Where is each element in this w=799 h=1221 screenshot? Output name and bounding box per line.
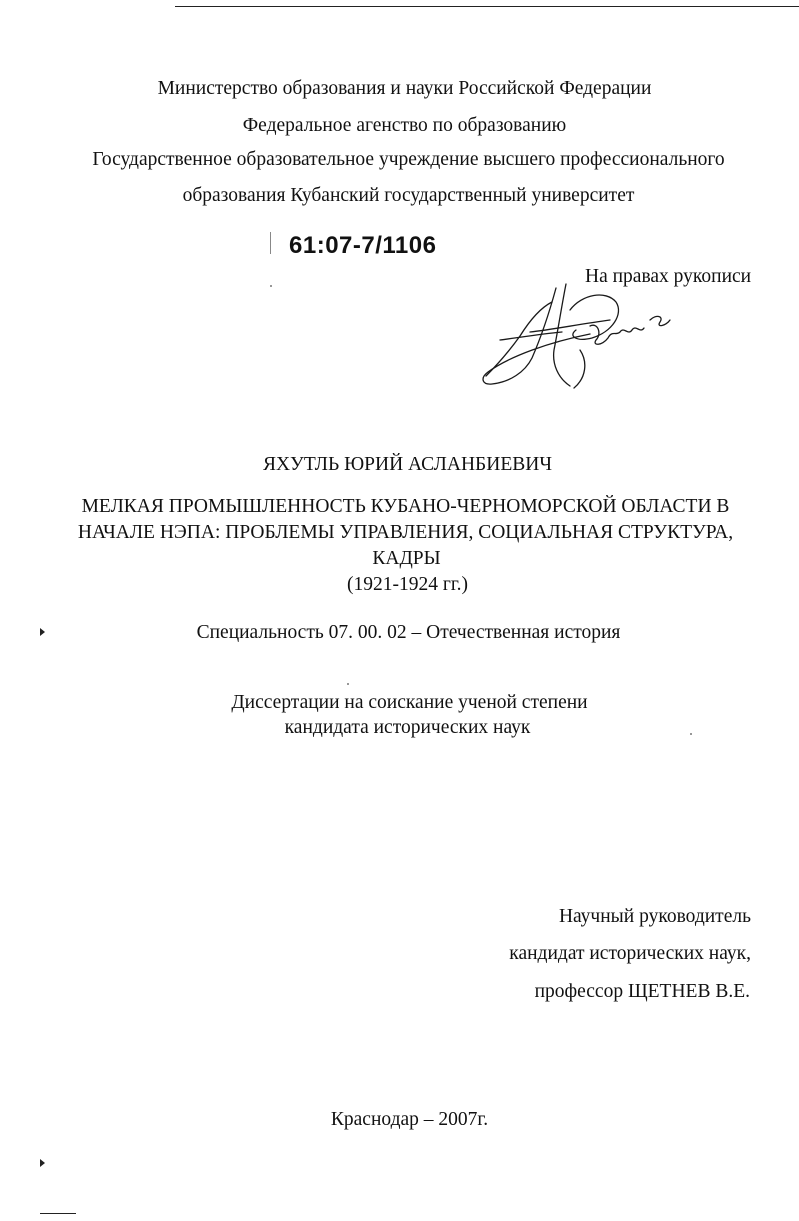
place-year: Краснодар – 2007г. [330, 1109, 489, 1130]
supervisor-degree: кандидат исторических наук, [509, 943, 751, 964]
agency-line: Федеральное агенство по образованию [242, 115, 567, 136]
bottom-border-rule [40, 1213, 76, 1214]
title-years: (1921-1924 гг.) [346, 574, 469, 595]
scan-speck [270, 285, 272, 287]
author-name: ЯХУТЛЬ ЮРИЙ АСЛАНБИЕВИЧ [262, 454, 553, 475]
scan-speck [690, 733, 692, 735]
title-line-3: КАДРЫ [372, 548, 441, 569]
catalog-code: 61:07-7/1106 [289, 232, 437, 259]
degree-line-1: Диссертации на соискание ученой степени [231, 692, 588, 713]
scan-speck [347, 683, 349, 685]
supervisor-name: профессор ЩЕТНЕВ В.Е. [534, 981, 750, 1002]
supervisor-label: Научный руководитель [558, 906, 751, 927]
specialty-line: Специальность 07. 00. 02 – Отечественная история [196, 622, 621, 643]
degree-line-2: кандидата исторических наук [284, 717, 531, 738]
top-border-rule [175, 6, 799, 7]
signature-icon [470, 280, 690, 395]
title-line-1: МЕЛКАЯ ПРОМЫШЛЕННОСТЬ КУБАНО-ЧЕРНОМОРСКОЙ ОБЛАСТИ В [81, 496, 730, 517]
margin-bullet-icon [40, 1159, 45, 1167]
institution-line-2: образования Кубанский государственный университет [182, 185, 635, 206]
title-line-2: НАЧАЛЕ НЭПА: ПРОБЛЕМЫ УПРАВЛЕНИЯ, СОЦИАЛЬНАЯ СТРУКТУРА, [77, 522, 734, 543]
scan-margin-tick [270, 232, 271, 254]
institution-line-1: Государственное образовательное учреждение высшего профессионального [92, 149, 725, 170]
rights-note: На правах рукописи [585, 266, 752, 287]
ministry-line: Министерство образования и науки Российской Федерации [157, 78, 652, 99]
